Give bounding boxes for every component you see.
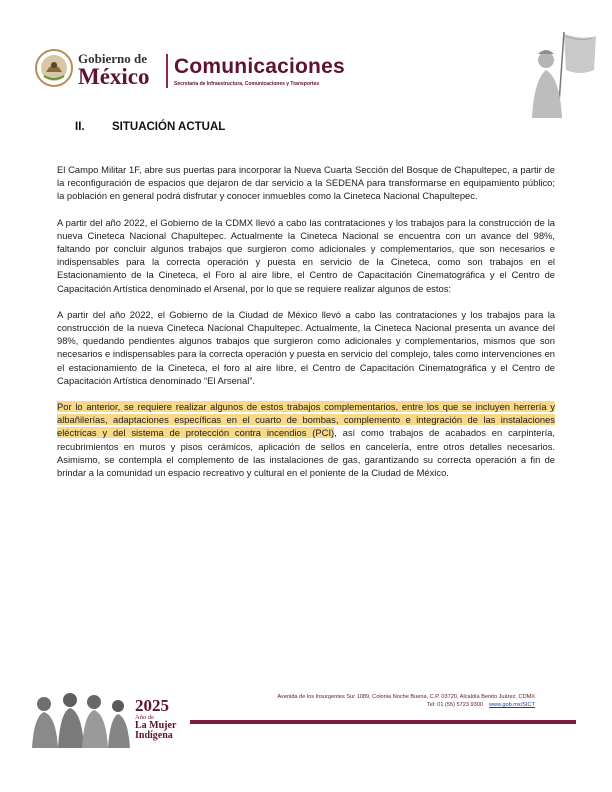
paragraph-4 [57, 400, 555, 479]
gobierno-top-text: Gobierno de [78, 51, 147, 66]
year-badge [135, 697, 195, 741]
dependencia-subtitle: Secretaría de Infraestructura, Comunicaciones y Transportes [174, 81, 320, 87]
section-heading [75, 121, 225, 133]
contact-line [190, 701, 535, 709]
paragraph-1: El Campo Militar 1F, abre sus puertas para incorporar la Nueva Cuarta Sección del Bosque de Chapultepec, a partir de la reconfiguración de espacios que dejaron de dar servicio a la SEDENA para transformarse en equipamiento público; la población en general podrá disfrutar y conocer inmuebles como la Cineteca Nacional Chapultepec. [57, 164, 555, 202]
indigenous-women-illustration [28, 688, 132, 748]
website-link[interactable]: www.gob.mx/SICT [488, 702, 535, 708]
year-line-3: Indígena [135, 730, 173, 741]
gobierno-main-text: México [78, 64, 150, 89]
paragraph-3: A partir del año 2022, el Gobierno de la Ciudad de México llevó a cabo las contrataciones y los trabajos para la construcción de la nueva Cineteca Nacional Chapultepec. Actualmente, la Cineteca Nacional presenta un avance del 98%, quedando pendientes algunos trabajos que surgieron como adicionales y complementarios, mismos que son necesarios e indispensables para la correcta operación y puesta en servicio del complejo, tales como intervenciones en el estacionamiento de la Cineteca, el foro al aire libre, el Centro de Capacitación Cinematográfica y el Centro de Capacitación Artística denominado “El Arsenal”. [57, 308, 555, 386]
highlighted-text: Por lo anterior, se requiere realizar algunos de estos trabajos complementarios, entre los que se incluyen herrería y albañilerías, adaptaciones específicas en el cuarto de bombas, complemento e integración de las instalaciones eléctricas y del sistema de protección contra incendios (PCI) [57, 401, 555, 439]
year-line-2: La Mujer [135, 720, 177, 731]
year-number: 2025 [135, 696, 169, 715]
year-line-1: Año de [135, 714, 154, 721]
document-body [57, 163, 555, 492]
paragraph-2: A partir del año 2022, el Gobierno de la CDMX llevó a cabo las contrataciones y los trabajos para la construcción de la nueva Cineteca Nacional Chapultepec. Actualmente la Cineteca Nacional se encuentra con un avance del 98%, faltando por concluir algunos trabajos que surgieron como adicionales y complementarios, que son necesarios e indispensables para la correcta operación y puesta en servicio de la Cineteca, como son trabajos en el Estacionamiento de la Cineteca, el Foro al aire libre, el Centro de Capacitación Cinematográfica y el Centro de Capacitación Artística denominado el Arsenal, por lo que se requiere realizar algunos de estos: [57, 216, 555, 294]
mexico-seal-icon [34, 48, 74, 88]
header-divider [166, 54, 168, 88]
section-number: II. [75, 121, 85, 133]
dependencia-title: Comunicaciones [174, 55, 345, 78]
phone-text: Tel: 01 (55) 5723 9300 [427, 702, 483, 708]
page-header [34, 42, 594, 98]
section-title: SITUACIÓN ACTUAL [112, 121, 226, 133]
paragraph-4-rest: , así como trabajos de acabados en carpintería, recubrimientos en muros y pisos cerámicos, aplicación de sellos en cancelería, entre otros detalles necesarios. Asimismo, se contempla el complemento de las instalaciones de gas, garantizando su correcta operación a fin de brindar a la comunidad un espacio recreativo y cultural en el poniente de la Ciudad de México. [57, 427, 555, 479]
footer-rule [190, 720, 576, 724]
address-line: Avenida de los Insurgentes Sur 1089, Colonia Noche Buena, C.P. 03720, Alcaldía Benito Juárez, CDMX [277, 694, 535, 700]
gobierno-logo [78, 52, 150, 88]
flag-heroine-illustration [524, 30, 598, 120]
footer-address [190, 693, 535, 709]
dependencia-logo [174, 56, 345, 87]
